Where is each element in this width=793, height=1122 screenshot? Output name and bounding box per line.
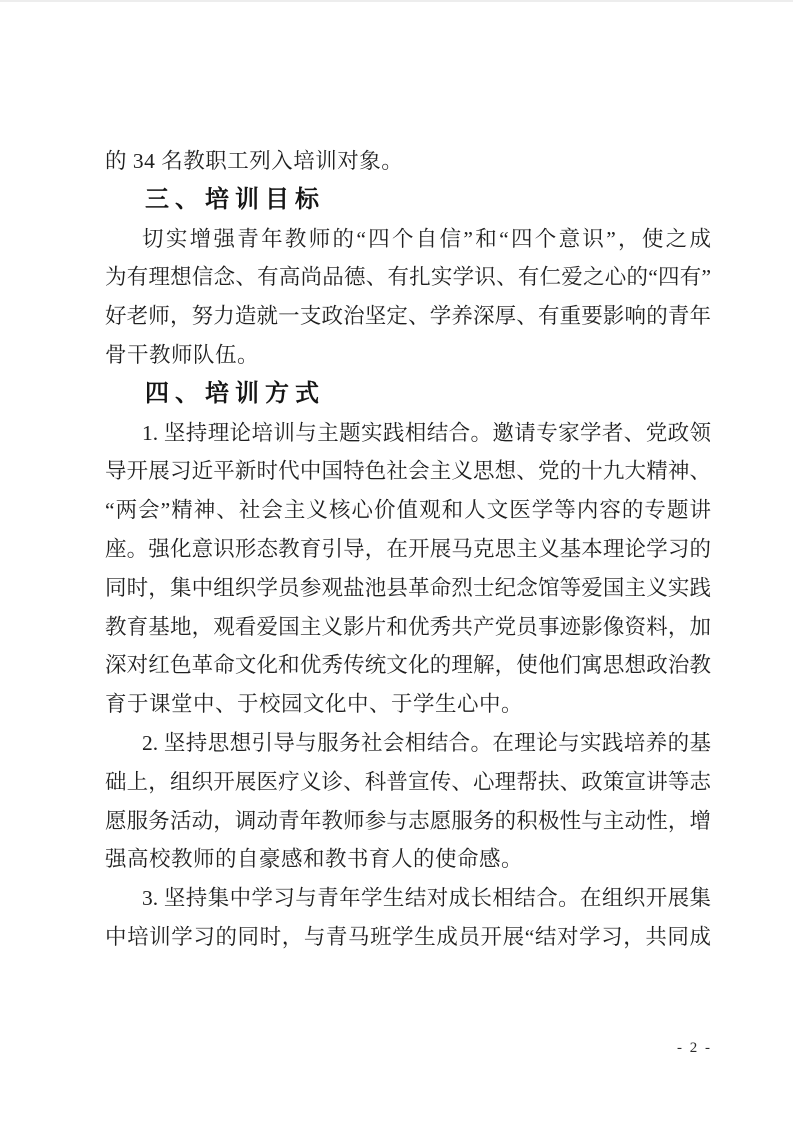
paragraph-line: 中培训学习的同时，与青马班学生成员开展“结对学习，共同成 <box>105 924 711 949</box>
paragraph-line: 育于课堂中、于校园文化中、于学生心中。 <box>105 692 524 717</box>
document-body <box>105 142 711 957</box>
page-number: - 2 - <box>677 1040 712 1056</box>
paragraph-line-item-1: 1. 坚持理论培训与主题实践相结合。邀请专家学者、党政领 <box>142 420 711 445</box>
paragraph-line: 教育基地，观看爱国主义影片和优秀共产党员事迹影像资料，加 <box>105 614 711 639</box>
paragraph-line: 好老师，努力造就一支政治坚定、学养深厚、有重要影响的青年 <box>105 304 711 329</box>
section-heading-training-goals: 三、培训目标 <box>145 185 325 213</box>
paragraph-line: 切实增强青年教师的“四个自信”和“四个意识”，使之成 <box>142 226 711 251</box>
paragraph-line: 础上，组织开展医疗义诊、科普宣传、心理帮扶、政策宣讲等志 <box>105 769 711 794</box>
paragraph-line: 深对红色革命文化和优秀传统文化的理解，使他们寓思想政治教 <box>105 653 711 678</box>
paragraph-line-item-2: 2. 坚持思想引导与服务社会相结合。在理论与实践培养的基 <box>142 730 711 755</box>
paragraph-line: “两会”精神、社会主义核心价值观和人文医学等内容的专题讲 <box>105 498 711 523</box>
section-heading-training-methods: 四、培训方式 <box>145 379 325 407</box>
paragraph-line: 座。强化意识形态教育引导，在开展马克思主义基本理论学习的 <box>105 536 711 561</box>
paragraph-line: 为有理想信念、有高尚品德、有扎实学识、有仁爱之心的“四有” <box>105 265 711 290</box>
paragraph-line: 骨干教师队伍。 <box>105 342 260 367</box>
paragraph-line: 导开展习近平新时代中国特色社会主义思想、党的十九大精神、 <box>105 459 711 484</box>
paragraph-line: 强高校教师的自豪感和教书育人的使命感。 <box>105 847 524 872</box>
paragraph-continuation-line: 的 34 名教职工列入培训对象。 <box>105 149 404 173</box>
paragraph-line-item-3: 3. 坚持集中学习与青年学生结对成长相结合。在组织开展集 <box>142 886 711 911</box>
paragraph-line: 愿服务活动，调动青年教师参与志愿服务的积极性与主动性，增 <box>105 808 711 833</box>
paragraph-line: 同时，集中组织学员参观盐池县革命烈士纪念馆等爱国主义实践 <box>105 575 711 600</box>
scan-edge-artifact <box>0 0 793 2</box>
